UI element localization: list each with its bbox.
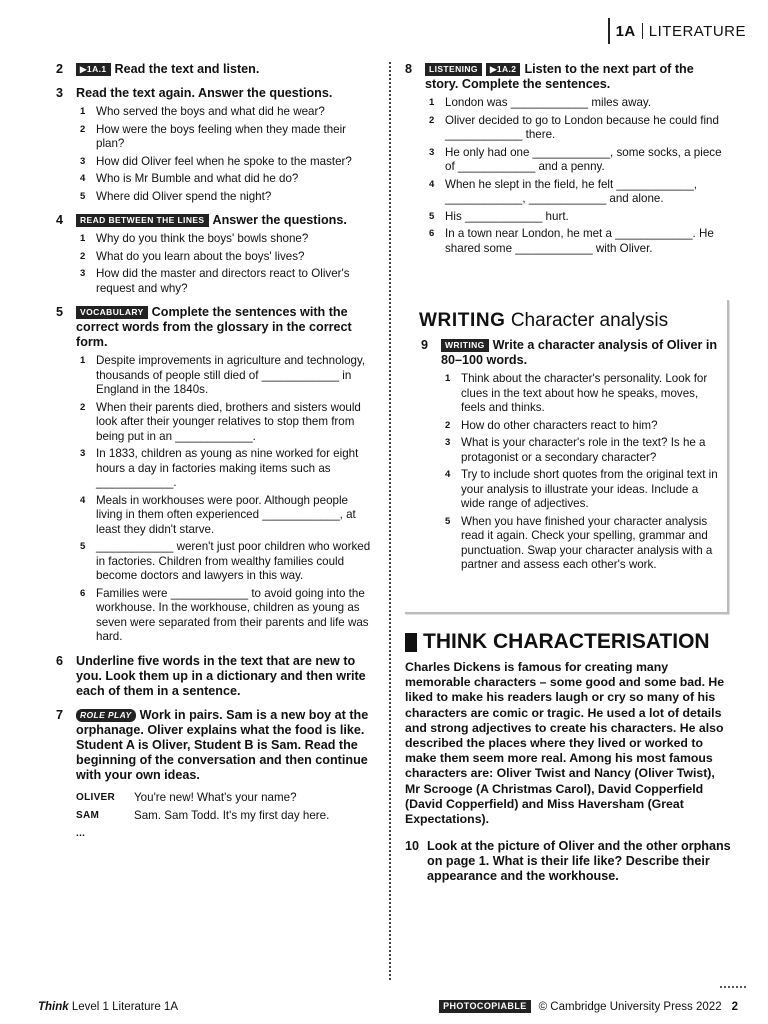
item-number: 5 xyxy=(80,190,86,202)
exercise-4 xyxy=(54,213,376,296)
exercise-tag: VOCABULARY xyxy=(76,306,148,319)
exercise-6 xyxy=(54,654,376,699)
writing-title: WRITING Character analysis xyxy=(419,310,669,331)
think-paragraph: Charles Dickens is famous for creating many memorable characters – some good and some bad. He liked to make his readers laugh or cry so many of his characters are comic or tragic. He used a lot of details and strong adjectives to create his characters. He also described the places where they lived or worked to make them seem more real. Among his most famous characters are: Oliver Twist and Nancy (Oliver Twist), Mr Scrooge (A Christmas Carol), David Copperfield (David Copperfield) and Miss Haversham (Great Expectations). xyxy=(405,660,725,827)
exercise-number: 4 xyxy=(56,213,64,227)
item-number: 3 xyxy=(80,155,86,167)
exercise-instruction: Complete the sentences with the correct words from the glossary in the correct form. xyxy=(76,305,352,349)
list-item: 4 Who is Mr Bumble and what did he do? xyxy=(80,172,299,185)
item-number: 1 xyxy=(80,233,86,244)
item-number: 4 xyxy=(80,494,86,506)
list-item: 2 What do you learn about the boys' lives? xyxy=(80,249,305,263)
list-item: 4 When he slept in the field, he felt ____________, ____________, ____________ and alone. xyxy=(429,177,698,205)
list-item: 5 When you have finished your character analysis read it again. Check your spelling, grammar and punctuation. Swap your character analysis with a partner and assess each other's work. xyxy=(445,514,713,571)
list-item: 6 In a town near London, he met a ____________. He shared some ____________ with Oliver. xyxy=(429,227,714,255)
exercise-tag: LISTENING xyxy=(425,63,482,76)
exercise-number: 7 xyxy=(56,707,64,722)
exercise-10: 10 Look at the picture of Oliver and the other orphans on page 1. What is their life like? Describe their appearance and the workhouse. xyxy=(405,839,731,884)
exercise-3 xyxy=(54,86,376,204)
item-number: 5 xyxy=(429,210,435,222)
exercise-tag: READ BETWEEN THE LINES xyxy=(76,214,209,227)
list-item: 2 How do other characters react to him? xyxy=(445,418,658,432)
dialogue-line: You're new! What's your name? xyxy=(134,790,297,804)
item-number: 3 xyxy=(80,448,86,459)
exercise-7 xyxy=(54,708,376,843)
exercise-instruction: Write a character analysis of Oliver in 80–100 words. xyxy=(441,338,718,367)
exercise-items xyxy=(441,372,719,573)
exercise-number: 3 xyxy=(56,86,64,100)
dialogue-row xyxy=(76,789,376,807)
column-divider xyxy=(389,62,391,980)
item-number: 2 xyxy=(80,401,86,413)
item-number: 1 xyxy=(429,97,435,108)
list-item: 1 Think about the character's personality. Look for clues in the text about how he speaks, moves, feels and thinks. xyxy=(445,372,708,414)
item-number: 5 xyxy=(445,515,451,527)
list-item: 1 London was ____________ miles away. xyxy=(429,96,652,109)
exercise-items xyxy=(76,232,376,296)
exercise-number: 2 xyxy=(56,62,64,76)
dialogue xyxy=(76,789,376,843)
list-item: 1 Despite improvements in agriculture and technology, thousands of people still died of ____________ in England in the 1840s. xyxy=(80,354,366,396)
header-divider xyxy=(608,18,610,44)
exercise-8 xyxy=(403,62,725,256)
list-item: 2 How were the boys feeling when they made their plan? xyxy=(80,122,347,150)
exercise-tag: ▶1A.1 xyxy=(76,63,111,76)
list-item: 3 How did Oliver feel when he spoke to the master? xyxy=(80,154,352,168)
item-number: 3 xyxy=(445,437,451,448)
item-number: 2 xyxy=(445,419,451,431)
list-item: 3 How did the master and directors react to Oliver's request and why? xyxy=(80,267,350,295)
dialogue-line: Sam. Sam Todd. It's my first day here. xyxy=(134,808,330,822)
dialogue-row xyxy=(76,825,376,843)
exercise-instruction: Read the text and listen. xyxy=(114,62,260,76)
list-item: 5 Where did Oliver spend the night? xyxy=(80,189,272,203)
exercise-number: 5 xyxy=(56,305,64,319)
exercise-items xyxy=(425,96,725,256)
exercise-2 xyxy=(54,62,376,77)
exercise-items xyxy=(76,354,376,645)
exercise-5 xyxy=(54,305,376,645)
list-item: 5 ____________ weren't just poor children who worked in factories. Children from wealthy families could become doctors and lawyers in this way. xyxy=(80,540,371,582)
heading-square-icon xyxy=(405,633,417,652)
list-item: 5 His ____________ hurt. xyxy=(429,209,569,223)
list-item: 4 Meals in workhouses were poor. Although people living in them often experienced ____________, at least they didn't starve. xyxy=(80,493,356,536)
item-number: 2 xyxy=(80,250,86,262)
list-item: 6 Families were ____________ to avoid going into the workhouse. In the workhouse, children as young as seven were separated from their parents and life was hard. xyxy=(80,586,369,643)
page-dots xyxy=(720,986,746,988)
item-number: 1 xyxy=(445,373,451,384)
header-divider xyxy=(642,23,643,39)
exercise-number: 6 xyxy=(56,653,64,668)
item-number: 3 xyxy=(80,268,86,279)
exercise-tag: ROLE PLAY xyxy=(76,709,136,722)
footer-right xyxy=(439,1000,738,1013)
right-column xyxy=(403,62,725,265)
exercise-instruction: Underline five words in the text that are new to you. Look them up in a dictionary and then write each of them in a sentence. xyxy=(76,653,366,698)
header-section: LITERATURE xyxy=(648,22,746,40)
item-number: 2 xyxy=(80,123,86,135)
photocopiable-tag: PHOTOCOPIABLE xyxy=(439,1000,531,1013)
item-number: 4 xyxy=(445,469,451,480)
footer-left: Think Level 1 Literature 1A xyxy=(38,1001,178,1013)
exercise-number: 8 xyxy=(405,62,413,76)
header-unit-code: 1A xyxy=(615,22,636,40)
exercise-tag: WRITING xyxy=(441,339,489,352)
exercise-items xyxy=(76,105,376,204)
think-section xyxy=(405,630,731,893)
page-header xyxy=(602,18,746,44)
exercise-tag: ▶1A.2 xyxy=(486,63,521,76)
exercise-instruction: Listen to the next part of the story. Complete the sentences. xyxy=(425,62,694,91)
item-number: 6 xyxy=(80,587,86,599)
list-item: 3 What is your character's role in the text? Is he a protagonist or a secondary character? xyxy=(445,436,706,464)
list-item: 3 In 1833, children as young as nine worked for eight hours a day in factories making items such as ____________. xyxy=(80,447,359,489)
list-item: 3 He only had one ____________, some socks, a piece of ____________ and a penny. xyxy=(429,145,722,173)
speaker: SAM xyxy=(76,809,100,821)
writing-body xyxy=(419,338,719,582)
writing-box xyxy=(405,300,729,614)
speaker: OLIVER xyxy=(76,791,116,803)
item-number: 6 xyxy=(429,228,435,239)
think-heading: THINK CHARACTERISATION xyxy=(405,630,731,654)
exercise-instruction: Answer the questions. xyxy=(212,213,347,227)
list-item: 1 Who served the boys and what did he wear? xyxy=(80,105,325,118)
exercise-instruction: Read the text again. Answer the questions. xyxy=(76,86,333,100)
page-number: 2 xyxy=(731,1000,738,1013)
list-item: 1 Why do you think the boys' bowls shone? xyxy=(80,232,309,245)
list-item: 2 When their parents died, brothers and sisters would look after their younger relatives to stop them from being put in an ____________. xyxy=(80,400,361,443)
left-column xyxy=(54,62,376,852)
item-number: 5 xyxy=(80,541,86,552)
item-number: 1 xyxy=(80,355,86,366)
copyright: © Cambridge University Press 2022 xyxy=(538,1000,722,1013)
exercise-instruction: Work in pairs. Sam is a new boy at the orphanage. Oliver explains what the food is like. Student A is Oliver, Student B is Sam. Read the beginning of the conversation and then continue with your own ideas. xyxy=(76,707,369,782)
item-number: 2 xyxy=(429,114,435,126)
list-item: 4 Try to include short quotes from the original text in your analysis to illustrate your ideas. Include a wide range of adjectives. xyxy=(445,468,718,510)
exercise-number: 9 xyxy=(421,338,429,352)
item-number: 1 xyxy=(80,106,86,117)
exercise-9 xyxy=(419,338,719,573)
item-number: 4 xyxy=(429,178,435,190)
item-number: 4 xyxy=(80,173,86,184)
list-item: 2 Oliver decided to go to London because he could find ____________ there. xyxy=(429,113,719,141)
dialogue-row xyxy=(76,807,376,825)
speaker: ... xyxy=(76,827,86,839)
item-number: 3 xyxy=(429,146,435,158)
